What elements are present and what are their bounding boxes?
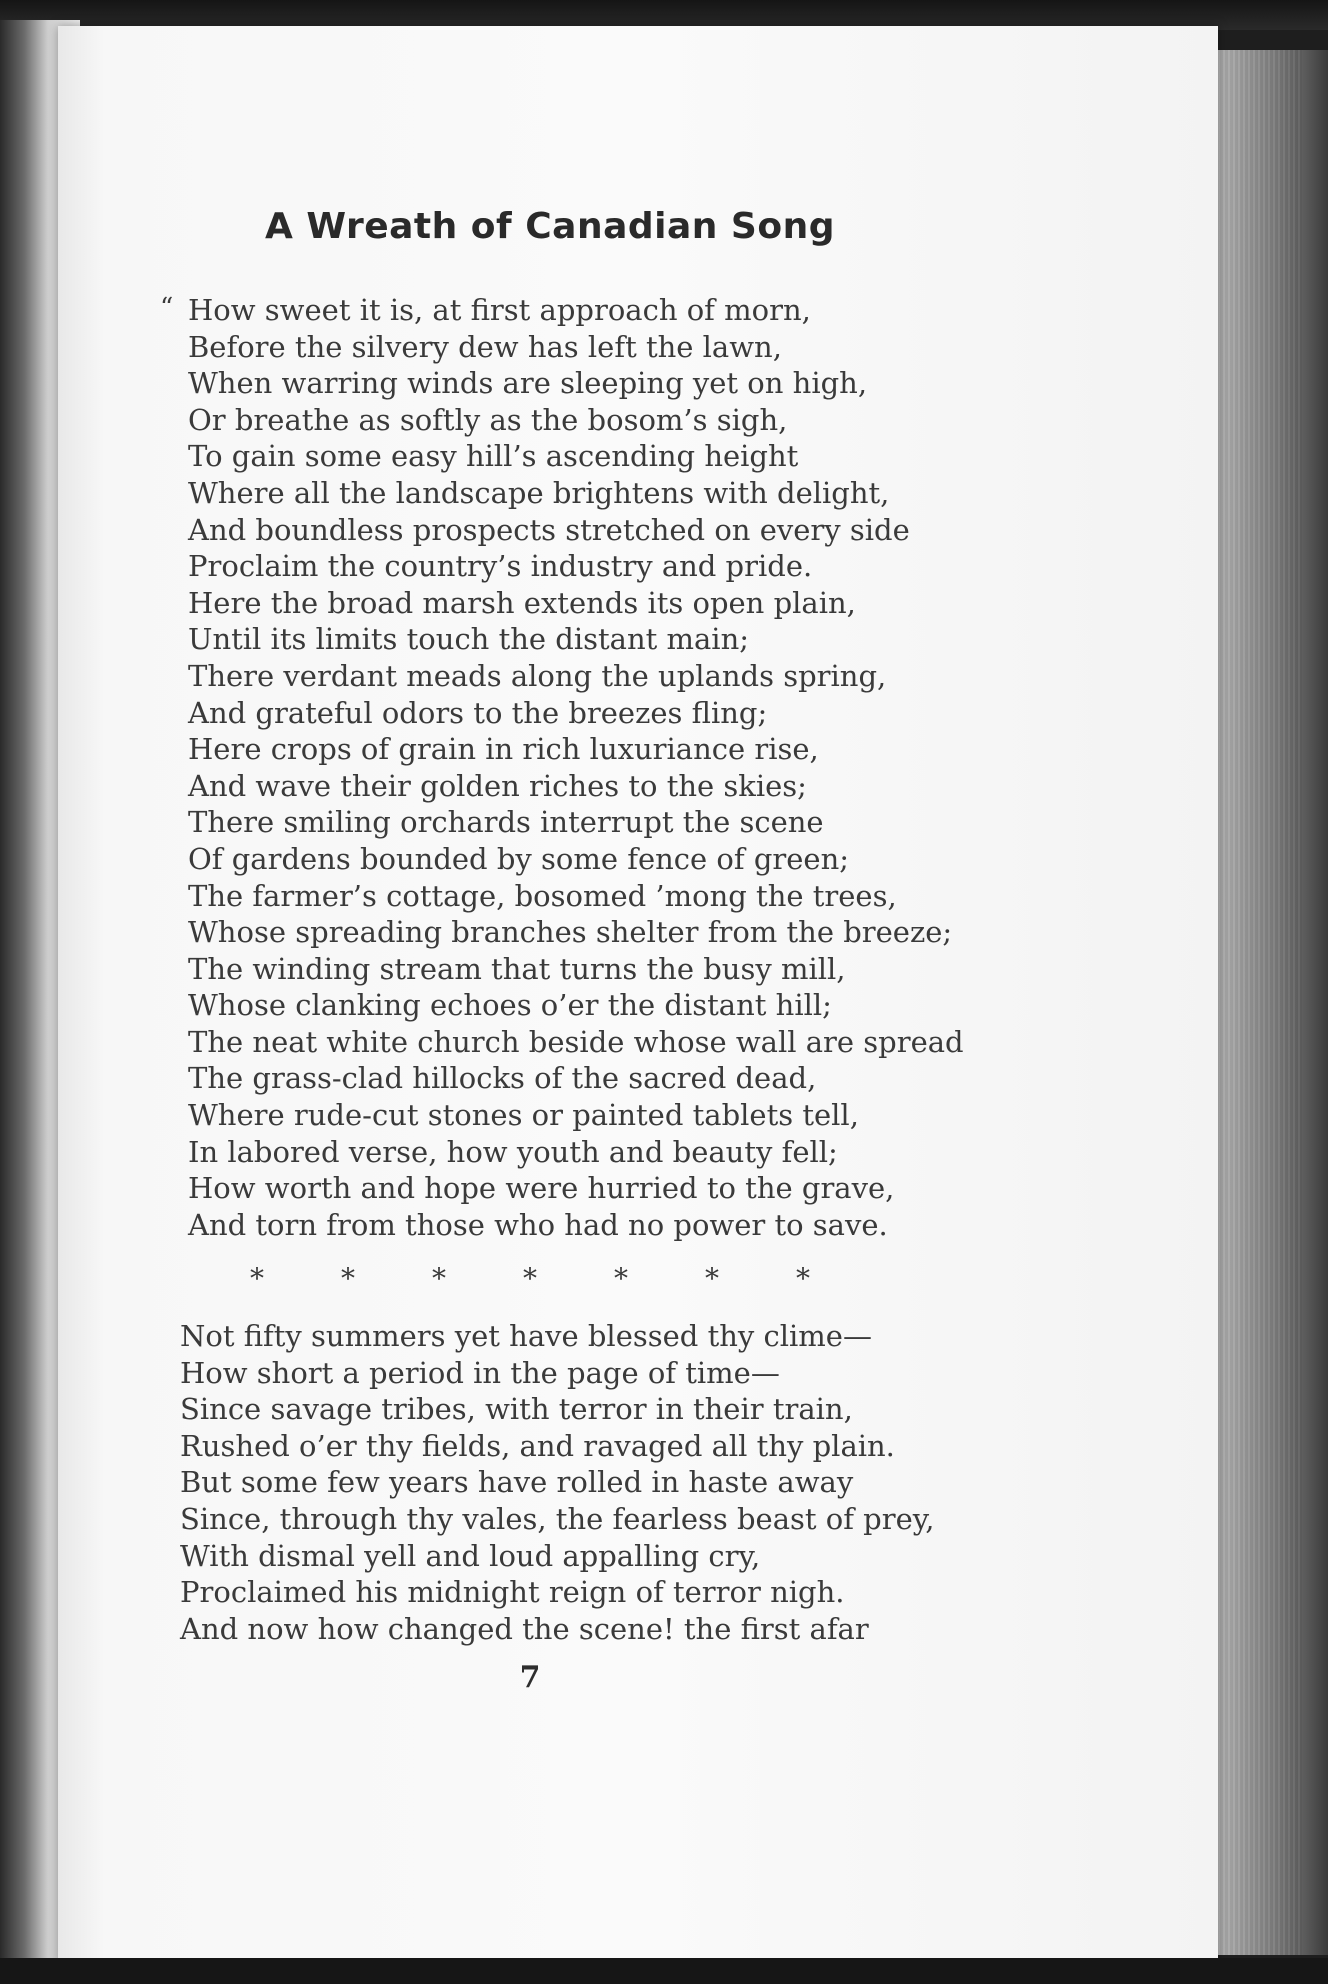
poem-line: How short a period in the page of time— <box>180 1355 780 1390</box>
poem-line: Or breathe as softly as the bosom’s sigh, <box>188 402 788 437</box>
poem-line: The winding stream that turns the busy mill, <box>188 951 846 986</box>
poem-line: Since savage tribes, with terror in their train, <box>180 1392 853 1427</box>
poem-line: The neat white church beside whose wall are spread <box>188 1024 964 1059</box>
poem-line: Until its limits touch the distant main; <box>188 622 750 657</box>
separator-star: * <box>705 1262 719 1295</box>
poem-line: Before the silvery dew has left the lawn, <box>188 329 782 364</box>
poem-line: Of gardens bounded by some fence of green; <box>188 841 850 876</box>
poem-line: The grass-clad hillocks of the sacred dead, <box>188 1061 817 1096</box>
poem-line: Proclaimed his midnight reign of terror nigh. <box>180 1575 845 1610</box>
poem-line: Where rude-cut stones or painted tablets tell, <box>188 1098 859 1133</box>
page-title: A Wreath of Canadian Song <box>265 206 835 247</box>
poem-line: The farmer’s cottage, bosomed ’mong the trees, <box>188 878 897 913</box>
poem-line <box>160 290 960 329</box>
separator-star: * <box>614 1262 628 1295</box>
poem-line: Proclaim the country’s industry and pride. <box>188 549 813 584</box>
poem-line: Not fifty summers yet have blessed thy clime— <box>180 1319 872 1353</box>
separator-star: * <box>250 1262 264 1295</box>
poem-line: And wave their golden riches to the skies; <box>188 768 807 803</box>
poem-stanza-2 <box>180 1318 980 1647</box>
poem-line: There smiling orchards interrupt the scene <box>188 805 824 840</box>
poem-line: When warring winds are sleeping yet on high, <box>188 366 868 401</box>
separator-star: * <box>523 1262 537 1295</box>
poem-line: To gain some easy hill’s ascending height <box>188 439 799 474</box>
fore-edge-texture <box>1218 50 1302 1955</box>
poem-line: How worth and hope were hurried to the grave, <box>188 1171 895 1206</box>
opening-quote: “ <box>160 293 174 323</box>
poem-line: With dismal yell and loud appalling cry, <box>180 1538 761 1573</box>
poem-line: In labored verse, how youth and beauty fell; <box>188 1134 838 1169</box>
poem-line: Rushed o’er thy fields, and ravaged all thy plain. <box>180 1428 895 1463</box>
separator-star: * <box>341 1262 355 1295</box>
poem-line: There verdant meads along the uplands spring, <box>188 658 887 693</box>
book-fore-edge <box>1212 50 1328 1955</box>
poem-stanza-1 <box>160 290 964 1243</box>
poem-line: Here crops of grain in rich luxuriance rise, <box>188 732 819 767</box>
poem-line-text: How sweet it is, at first approach of morn, <box>188 293 811 327</box>
page-number: 7 <box>519 1660 541 1695</box>
poem-line: But some few years have rolled in haste away <box>180 1465 854 1500</box>
poem-line: And now how changed the scene! the first afar <box>180 1611 869 1646</box>
poem-line: Since, through thy vales, the fearless beast of prey, <box>180 1501 935 1536</box>
separator-star: * <box>432 1262 446 1295</box>
poem-line: Here the broad marsh extends its open plain, <box>188 585 856 620</box>
scan-bottom-edge <box>0 1958 1328 1984</box>
poem-line: And grateful odors to the breezes fling; <box>188 695 768 730</box>
poem-line: Whose spreading branches shelter from the breeze; <box>188 915 953 950</box>
section-separator <box>250 1262 810 1295</box>
poem-line: And boundless prospects stretched on every side <box>188 512 910 547</box>
separator-star: * <box>796 1262 810 1295</box>
poem-line: Where all the landscape brightens with delight, <box>188 475 890 510</box>
poem-line: Whose clanking echoes o’er the distant hill; <box>188 988 832 1023</box>
poem-line: And torn from those who had no power to save. <box>188 1207 888 1242</box>
